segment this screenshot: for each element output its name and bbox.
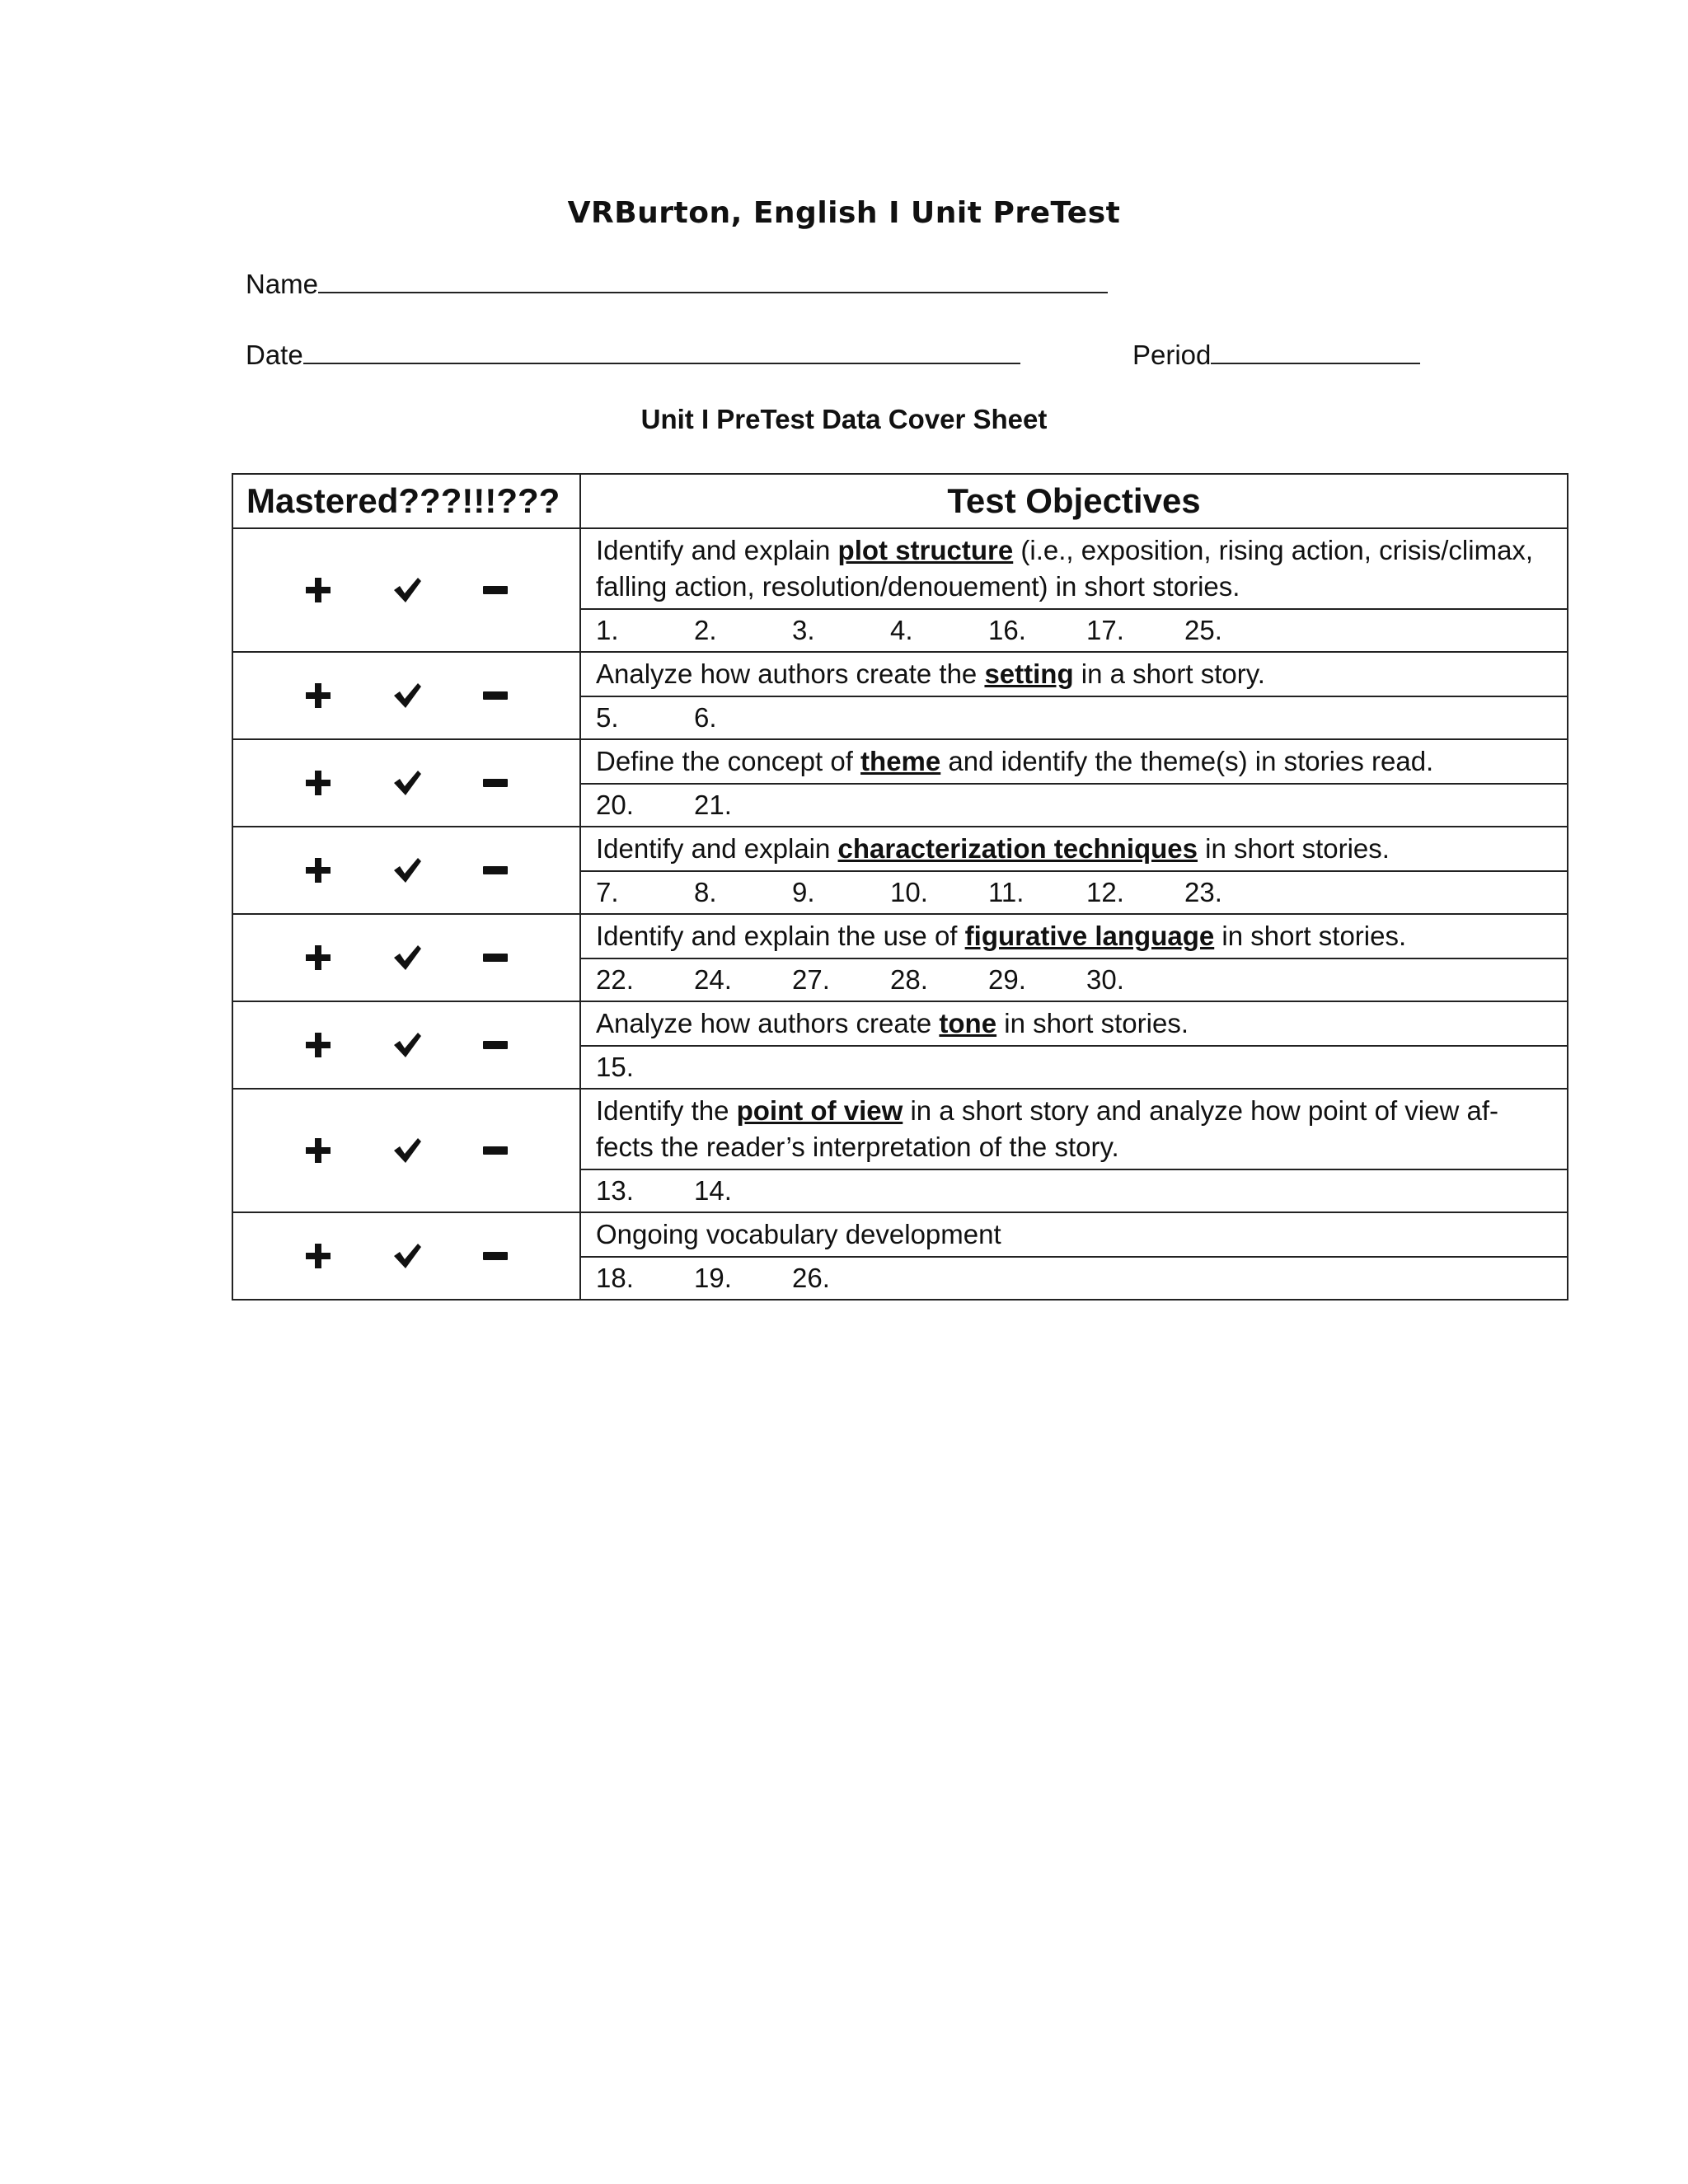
- check-icon[interactable]: [392, 944, 422, 972]
- objective-row: [232, 914, 1568, 958]
- question-numbers: [580, 784, 1568, 827]
- objective-keyword: tone: [939, 1008, 997, 1038]
- question-number: 24.: [694, 964, 732, 995]
- question-numbers: [580, 871, 1568, 914]
- question-number: 2.: [694, 615, 717, 645]
- cover-sheet-subtitle: Unit I PreTest Data Cover Sheet: [640, 404, 1048, 434]
- question-number: 23.: [1184, 877, 1222, 907]
- objective-row: [232, 1089, 1568, 1169]
- mastery-symbols-cell: [232, 652, 580, 739]
- date-field[interactable]: [246, 336, 1020, 372]
- question-number: 28.: [890, 964, 928, 995]
- plus-icon[interactable]: [304, 944, 332, 972]
- check-icon[interactable]: [392, 1242, 422, 1270]
- objective-text: [580, 827, 1568, 871]
- period-field[interactable]: [1132, 336, 1420, 372]
- question-number: 3.: [792, 615, 815, 645]
- plus-icon[interactable]: [304, 856, 332, 884]
- objective-text-part: Define the concept of: [596, 746, 861, 776]
- question-number: 25.: [1184, 615, 1222, 645]
- question-numbers: [580, 696, 1568, 739]
- objective-row: [232, 528, 1568, 609]
- question-number: 10.: [890, 877, 928, 907]
- objective-row: [232, 827, 1568, 871]
- question-number: 9.: [792, 877, 815, 907]
- check-icon[interactable]: [392, 856, 422, 884]
- mastery-symbols-cell: [232, 1212, 580, 1300]
- question-number: 1.: [596, 615, 619, 645]
- question-number: 7.: [596, 877, 619, 907]
- question-number: 6.: [694, 702, 717, 733]
- objectives-table: [232, 473, 1568, 1301]
- question-number: 27.: [792, 964, 830, 995]
- objective-keyword: characterization techniques: [837, 833, 1198, 864]
- table-header-row: [232, 474, 1568, 528]
- mastery-symbols-cell: [232, 827, 580, 914]
- objective-text-part: in a short story.: [1073, 658, 1265, 689]
- date-blank-line[interactable]: [303, 336, 1020, 364]
- objective-text-part: Identify the: [596, 1095, 737, 1126]
- page-title: VRBurton, English I Unit PreTest: [567, 196, 1121, 230]
- objective-keyword: plot structure: [837, 535, 1014, 565]
- name-blank-line[interactable]: [318, 265, 1108, 293]
- question-number: 11.: [988, 877, 1025, 907]
- objective-text-part: Identify and explain: [596, 833, 838, 864]
- objective-keyword: figurative language: [964, 921, 1215, 951]
- plus-icon[interactable]: [304, 576, 332, 604]
- objective-keyword: setting: [984, 658, 1074, 689]
- check-icon[interactable]: [392, 1137, 422, 1165]
- plus-icon[interactable]: [304, 1242, 332, 1270]
- objective-text: [580, 739, 1568, 784]
- objective-text-part: in short stories.: [1198, 833, 1390, 864]
- objective-text: [580, 652, 1568, 696]
- objective-text: [580, 914, 1568, 958]
- minus-icon[interactable]: [482, 1146, 509, 1155]
- objective-text: [580, 528, 1568, 609]
- objective-text-part: Identify and explain the use of: [596, 921, 965, 951]
- objective-text-part: and identify the theme(s) in stories read.: [940, 746, 1434, 776]
- question-number: 14.: [694, 1175, 732, 1206]
- check-icon[interactable]: [392, 576, 422, 604]
- mastered-header: Mastered???!!!???: [232, 474, 580, 528]
- minus-icon[interactable]: [482, 691, 509, 701]
- question-number: 8.: [694, 877, 717, 907]
- objective-text-part: Identify and explain: [596, 535, 838, 565]
- objective-row: [232, 1001, 1568, 1046]
- question-number: 16.: [988, 615, 1026, 645]
- question-number: 29.: [988, 964, 1026, 995]
- objective-row: [232, 1212, 1568, 1257]
- date-label: Date: [246, 340, 303, 370]
- question-number: 18.: [596, 1263, 634, 1293]
- plus-icon[interactable]: [304, 1031, 332, 1059]
- objective-row: [232, 652, 1568, 696]
- mastery-symbols-cell: [232, 528, 580, 652]
- question-numbers: [580, 1169, 1568, 1212]
- question-number: 12.: [1086, 877, 1124, 907]
- question-number: 17.: [1086, 615, 1124, 645]
- question-number: 21.: [694, 790, 732, 820]
- question-number: 26.: [792, 1263, 830, 1293]
- objective-row: [232, 739, 1568, 784]
- name-field[interactable]: [246, 265, 1108, 301]
- minus-icon[interactable]: [482, 865, 509, 875]
- minus-icon[interactable]: [482, 778, 509, 788]
- question-numbers: [580, 1257, 1568, 1300]
- plus-icon[interactable]: [304, 1137, 332, 1165]
- objectives-header: Test Objectives: [580, 474, 1568, 528]
- objective-text-part: in short stories.: [1214, 921, 1407, 951]
- objective-text: [580, 1212, 1568, 1257]
- question-number: 5.: [596, 702, 619, 733]
- mastery-symbols-cell: [232, 1001, 580, 1089]
- objective-text-part: Ongoing vocabulary development: [596, 1219, 1001, 1249]
- minus-icon[interactable]: [482, 1040, 509, 1050]
- minus-icon[interactable]: [482, 1251, 509, 1261]
- mastery-symbols-cell: [232, 1089, 580, 1212]
- question-number: 20.: [596, 790, 634, 820]
- check-icon[interactable]: [392, 1031, 422, 1059]
- mastery-symbols-cell: [232, 739, 580, 827]
- plus-icon[interactable]: [304, 682, 332, 710]
- period-label: Period: [1132, 340, 1212, 370]
- question-numbers: [580, 609, 1568, 652]
- question-numbers: [580, 958, 1568, 1001]
- question-number: 4.: [890, 615, 913, 645]
- check-icon[interactable]: [392, 682, 422, 710]
- objective-text: [580, 1089, 1568, 1169]
- minus-icon[interactable]: [482, 953, 509, 963]
- question-numbers: [580, 1046, 1568, 1089]
- question-number: 19.: [694, 1263, 732, 1293]
- objective-text-part: Analyze how authors create the: [596, 658, 985, 689]
- check-icon[interactable]: [392, 769, 422, 797]
- objective-keyword: theme: [860, 746, 941, 776]
- plus-icon[interactable]: [304, 769, 332, 797]
- question-number: 15.: [596, 1052, 634, 1082]
- objective-text-part: in a short story and analyze how point of view af-fects the reader’s interpretation of the story.: [596, 1095, 1498, 1162]
- question-number: 30.: [1086, 964, 1124, 995]
- question-number: 13.: [596, 1175, 634, 1206]
- mastery-symbols-cell: [232, 914, 580, 1001]
- period-blank-line[interactable]: [1211, 336, 1420, 364]
- question-number: 22.: [596, 964, 634, 995]
- objective-text-part: (i.e., exposition, rising action, crisis/climax, falling action, resolution/denouement) in short stories.: [596, 535, 1534, 602]
- objective-keyword: point of view: [736, 1095, 903, 1126]
- objectives-body: [232, 528, 1568, 1300]
- objective-text-part: Analyze how authors create: [596, 1008, 940, 1038]
- objective-text-part: in short stories.: [996, 1008, 1189, 1038]
- minus-icon[interactable]: [482, 585, 509, 595]
- name-label: Name: [246, 269, 319, 299]
- objective-text: [580, 1001, 1568, 1046]
